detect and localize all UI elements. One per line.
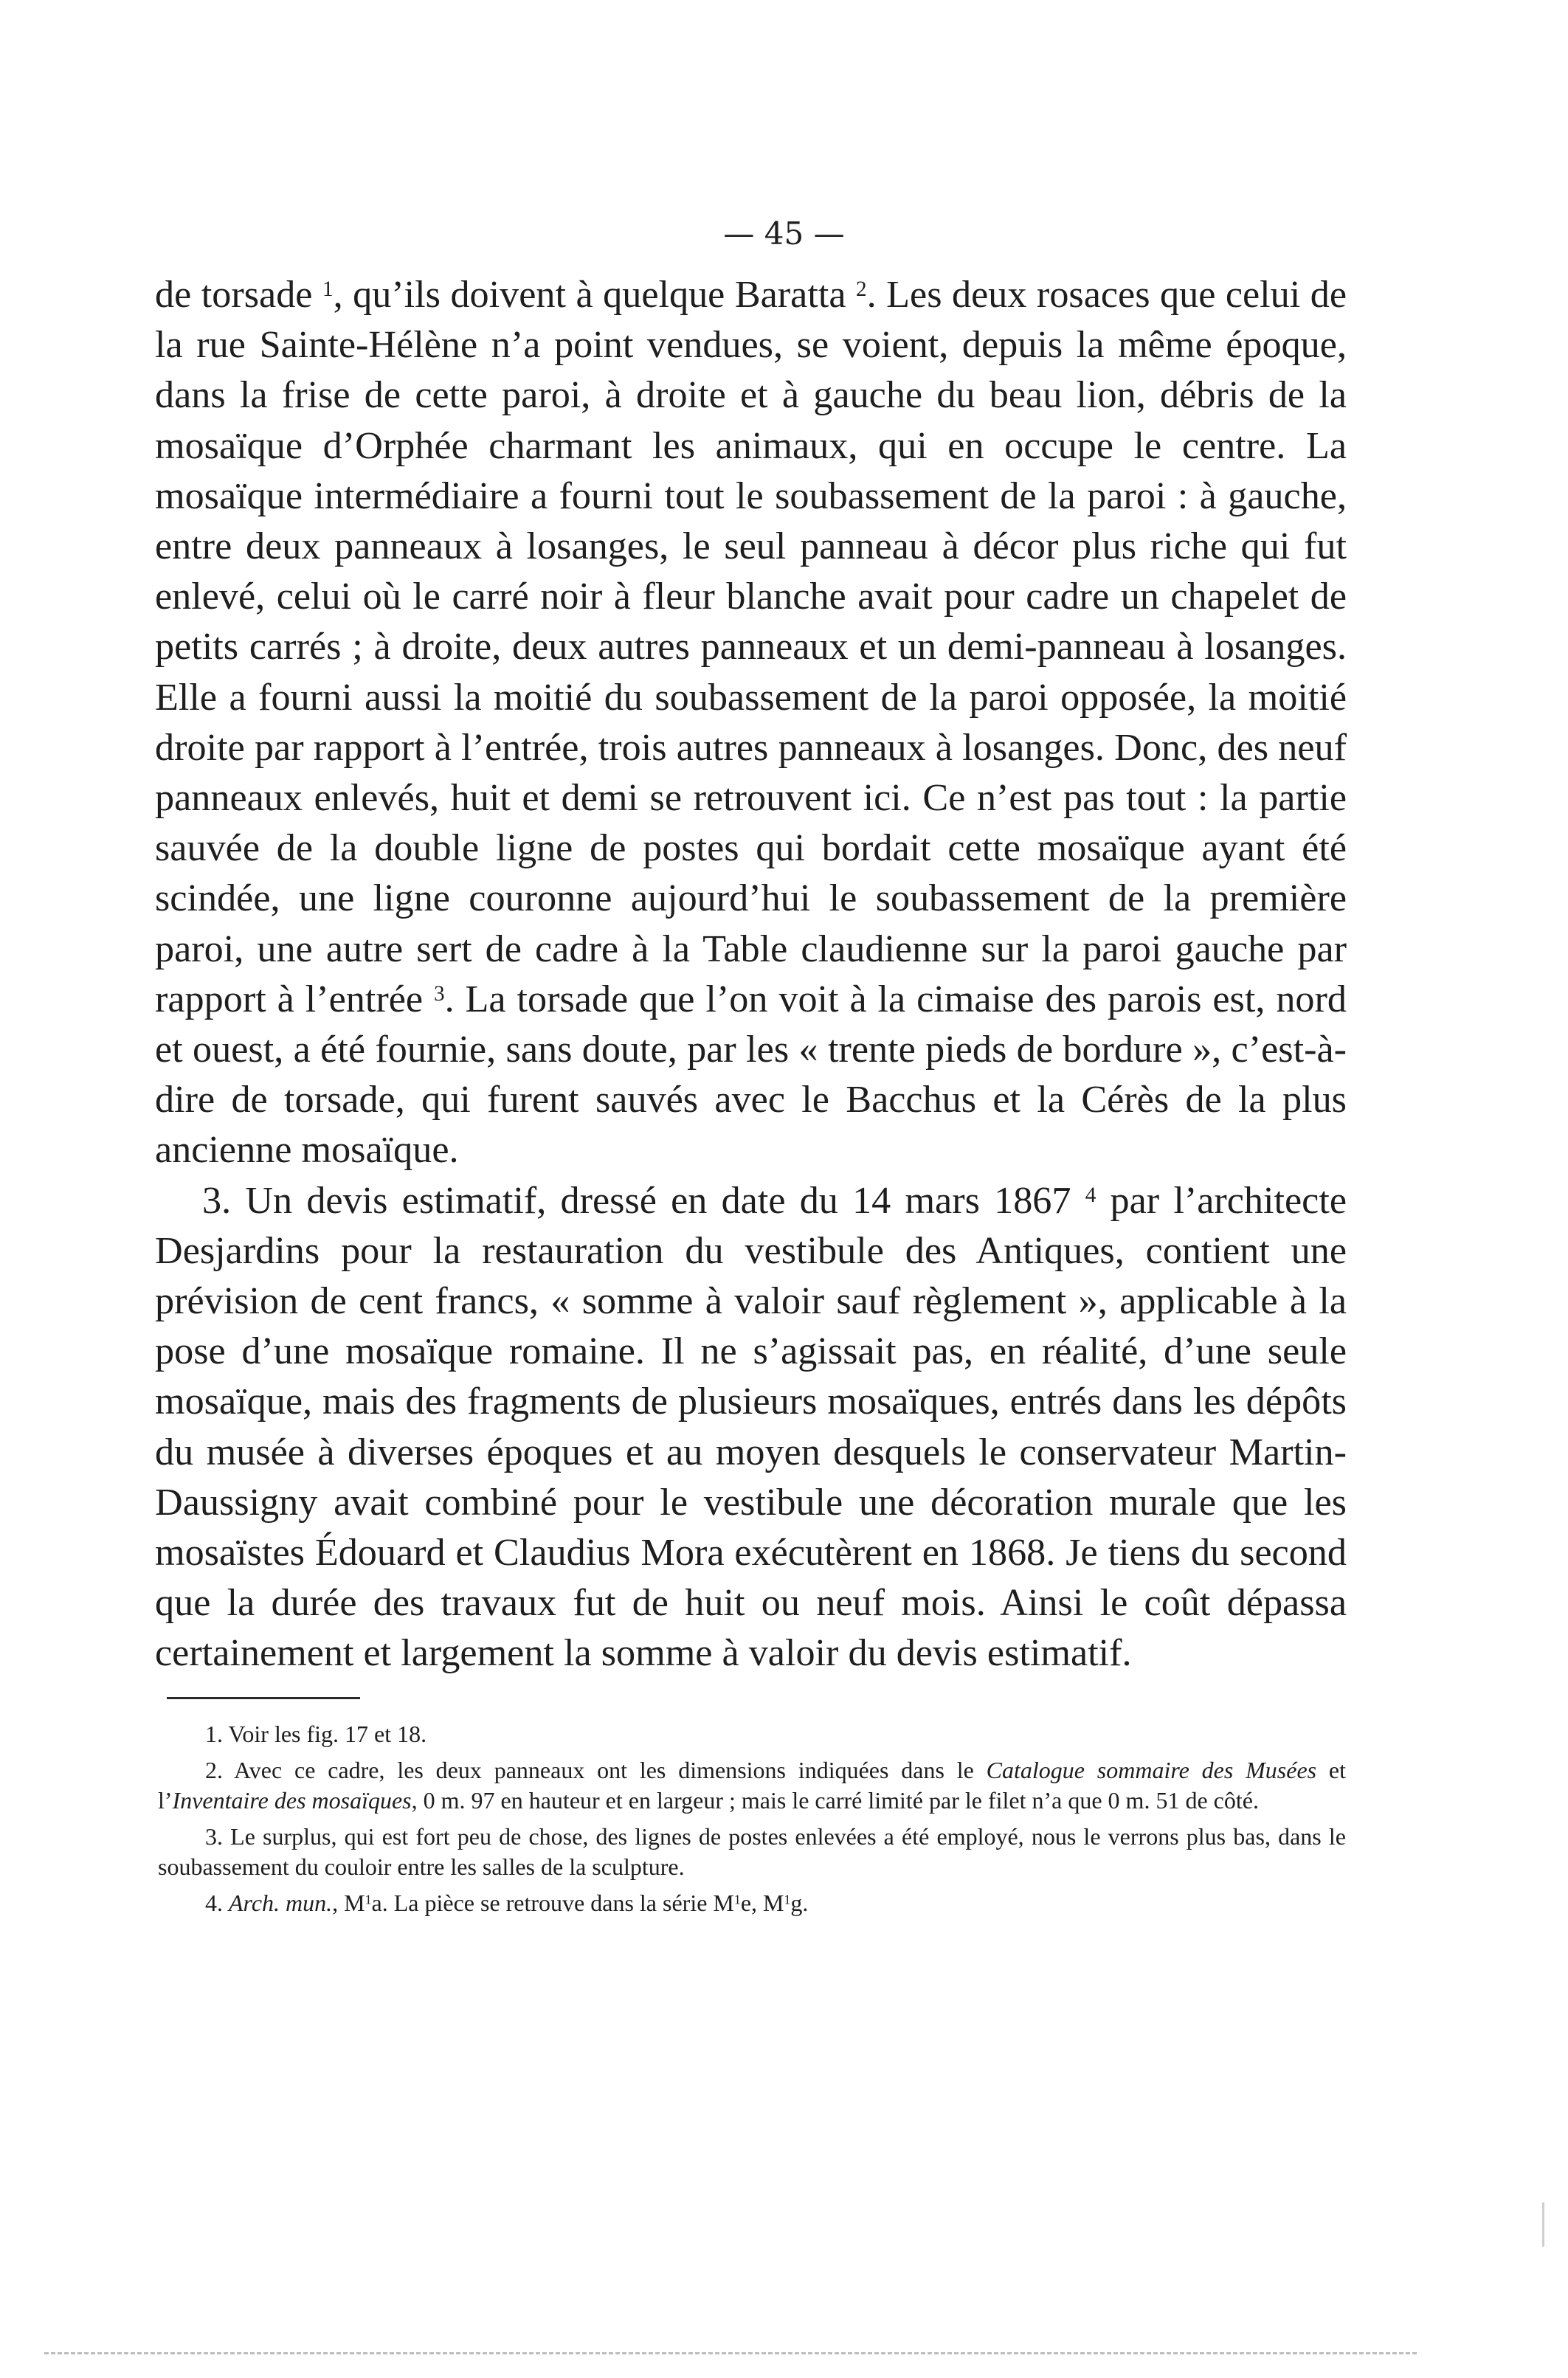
text-run: de torsade <box>155 273 322 316</box>
text-run: 3. Un devis estimatif, dressé en date du 14 mars 1867 <box>202 1178 1085 1222</box>
footnote-separator <box>167 1697 360 1699</box>
footnote-ref-4: 4 <box>1085 1183 1096 1207</box>
page-number: — 45 — <box>723 215 845 252</box>
footnotes <box>158 1719 1346 1924</box>
footnote-2 <box>158 1755 1346 1816</box>
footnote-ref-1: 1 <box>322 277 334 301</box>
archives-abbrev: Arch. mun. <box>229 1890 333 1916</box>
superscript: 1 <box>733 1892 741 1907</box>
text-run: par l’architecte Desjardins pour la restauration du vestibule des Antiques, contient une prévision de cent francs, « somme à valoir sauf règlement », applicable à la pose d’une mosaïque romaine. Il ne s’agissait pas, en réalité, d’une seule mosaïque, mais des fragments de plusieurs mosaïques, entrés dans les dépôts du musée à diverses époques et au moyen desquels le conservateur Martin-Daussigny avait combiné pour le vestibule une décoration murale que les mosaïstes Édouard et Claudius Mora exécutèrent en 1868. Je tiens du second que la durée des travaux fut de huit ou neuf mois. Ainsi le coût dépassa certainement et largement la somme à valoir du devis estimatif. <box>155 1178 1347 1675</box>
text-run: . La torsade que l’on voit à la cimaise des parois est, nord et ouest, a été fournie, sans doute, par les « trente pieds de bordure », c’est-à-dire de torsade, qui furent sauvés avec le Bacchus et la Cérès de la plus ancienne mosaïque. <box>155 977 1347 1172</box>
footnote-ref-2: 2 <box>856 277 867 301</box>
catalogue-title: Catalogue sommaire des Musées <box>986 1757 1317 1783</box>
footnote-3: 3. Le surplus, qui est fort peu de chose, des lignes de postes enlevées a été employé, nous le verrons plus bas, dans le soubassement du couloir entre les salles de la sculpture. <box>158 1823 1346 1880</box>
footnote-1: 1. Voir les fig. 17 et 18. <box>205 1721 427 1747</box>
text-run: 4. <box>205 1890 229 1916</box>
text-run: , qu’ils doivent à quelque Baratta <box>333 273 857 316</box>
footnote-ref-3: 3 <box>433 981 445 1006</box>
paragraph-1 <box>155 269 1347 1175</box>
paragraph-2 <box>155 1175 1347 1679</box>
superscript: 1 <box>365 1892 372 1907</box>
text-run: g. <box>790 1890 809 1916</box>
text-run: a. La pièce se retrouve dans la série M <box>371 1890 734 1916</box>
inventaire-title: Inventaire des mosaïques <box>172 1787 412 1814</box>
text-run: . Les deux rosaces que celui de la rue Sainte-Hélène n’a point vendues, se voient, depuis la même époque, dans la frise de cette paroi, à droite et à gauche du beau lion, débris de la mosaïque d’Orphée charmant les animaux, qui en occupe le centre. La mosaïque intermédiaire a fourni tout le soubassement de la paroi : à gauche, entre deux panneaux à losanges, le seul panneau à décor plus riche qui fut enlevé, celui où le carré noir à fleur blanche avait pour cadre un chapelet de petits carrés ; à droite, deux autres panneaux et un demi-panneau à losanges. Elle a fourni aussi la moitié du soubassement de la paroi opposée, la moitié droite par rapport à l’entrée, trois autres panneaux à losanges. Donc, des neuf panneaux enlevés, huit et demi se retrouvent ici. Ce n’est pas tout : la partie sauvée de la double ligne de postes qui bordait cette mosaïque ayant été scindée, une ligne couronne aujourd’hui le soubassement de la première paroi, une autre sert de cadre à la Table claudienne sur la paroi gauche par rapport à l’entrée <box>155 273 1347 1020</box>
text-run: 2. Avec ce cadre, les deux panneaux ont les dimensions indiquées dans le <box>205 1757 987 1783</box>
scan-edge-artifact <box>44 2352 1417 2354</box>
text-run: et l’ <box>158 1757 1347 1814</box>
main-text <box>155 269 1347 1679</box>
scan-mark <box>1542 2202 1544 2247</box>
text-run: , M <box>332 1890 365 1916</box>
text-run: , 0 m. 97 en hauteur et en largeur ; mais le carré limité par le filet n’a que 0 m. 51 de côté. <box>411 1787 1259 1814</box>
footnote-4 <box>158 1888 1346 1918</box>
text-run: e, M <box>740 1890 784 1916</box>
superscript: 1 <box>784 1892 791 1907</box>
